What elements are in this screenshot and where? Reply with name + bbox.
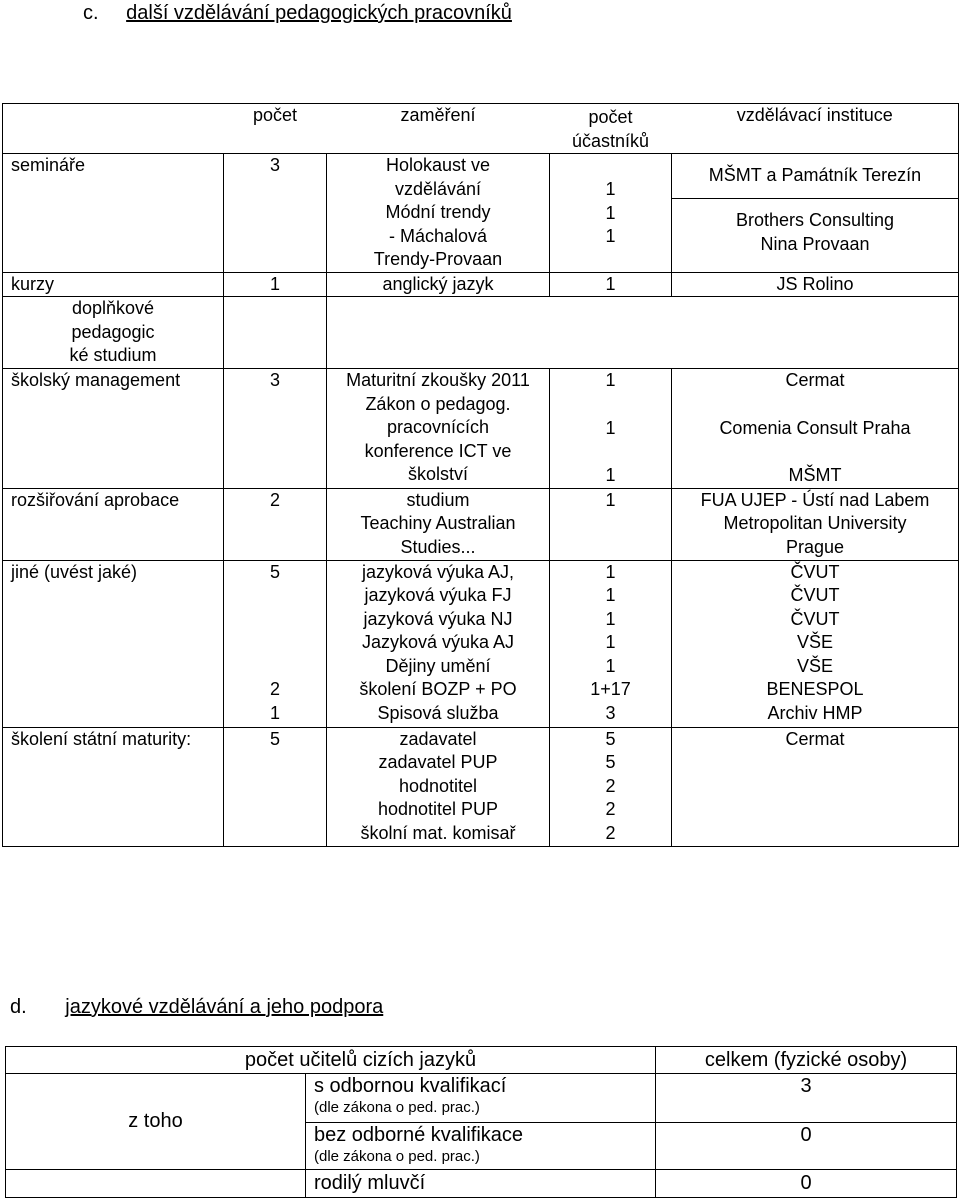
extension-count-cell xyxy=(224,488,327,560)
seminars-institution-3: Nina Provaan xyxy=(760,233,870,254)
other-focus-line: Jazyková výuka AJ xyxy=(361,632,515,652)
maturity-participants-value: 5 xyxy=(605,752,616,772)
maturity-focus-line: zadavatel xyxy=(399,728,477,749)
section-c-title: další vzdělávání pedagogických pracovníků xyxy=(126,2,512,24)
maturity-count: 5 xyxy=(269,728,280,749)
other-focus-line: jazyková výuka NJ xyxy=(363,608,513,629)
maturity-focus-line: školní mat. komisař xyxy=(360,822,516,843)
maturity-participants-value: 5 xyxy=(605,728,616,749)
other-count-value xyxy=(224,631,326,655)
other-participants-value: 1+17 xyxy=(590,679,631,699)
supplementary-label-cell xyxy=(3,297,224,369)
other-institution-cell xyxy=(672,560,959,727)
native-value: 0 xyxy=(800,1172,812,1194)
header-participants-line2: účastníků xyxy=(571,130,650,151)
management-focus-cell xyxy=(327,369,550,489)
section-c-heading xyxy=(83,2,512,25)
other-institution-value: ČVUT xyxy=(790,608,840,629)
extension-label-cell xyxy=(3,488,224,560)
native-value-cell xyxy=(656,1170,957,1198)
management-focus-line: konference ICT ve xyxy=(364,440,512,461)
courses-count: 1 xyxy=(269,273,280,294)
qualified-cell xyxy=(306,1074,656,1123)
seminars-focus-line: Módní trendy xyxy=(385,202,491,222)
qualified-note: (dle zákona o ped. prac.) xyxy=(314,1099,480,1116)
management-focus-line: Zákon o pedagog. xyxy=(365,393,511,414)
seminars-focus-line: Holokaust ve xyxy=(385,155,491,175)
management-institution-value: MŠMT xyxy=(788,465,842,485)
seminars-count: 3 xyxy=(269,155,280,175)
maturity-participants-value: 2 xyxy=(605,822,616,843)
seminars-count-cell xyxy=(224,154,327,273)
header-institution: vzdělávací instituce xyxy=(736,105,893,125)
other-participants-value: 1 xyxy=(605,608,616,629)
courses-focus-cell xyxy=(327,272,550,297)
header-participants-line1: počet xyxy=(588,107,633,127)
maturity-label-cell xyxy=(3,727,224,846)
maturity-count-cell xyxy=(224,727,327,846)
seminars-institution-1: MŠMT a Památník Terezín xyxy=(672,154,958,199)
seminars-institution-2: Brothers Consulting xyxy=(735,210,895,230)
extension-participants: 1 xyxy=(605,489,616,510)
teachers-header: počet učitelů cizích jazyků xyxy=(244,1049,477,1071)
management-label-cell xyxy=(3,369,224,489)
native-empty-cell xyxy=(6,1170,306,1198)
other-participants-value: 1 xyxy=(605,561,616,582)
other-focus-line: školení BOZP + PO xyxy=(359,679,517,699)
maturity-participants-value: 2 xyxy=(605,799,616,819)
other-count-value: 1 xyxy=(269,702,280,723)
section-d-title: jazykové vzdělávání a jeho podpora xyxy=(65,996,384,1018)
other-count-cell xyxy=(224,560,327,727)
management-participants-cell xyxy=(550,369,672,489)
maturity-focus-line: zadavatel PUP xyxy=(378,752,498,772)
seminars-participants-cell xyxy=(550,154,672,273)
teachers-header-cell xyxy=(6,1047,656,1074)
other-participants-value: 1 xyxy=(605,655,616,676)
other-institution-value: ČVUT xyxy=(790,561,840,582)
extension-institution-line: Prague xyxy=(785,536,845,557)
qualified-value: 3 xyxy=(800,1075,812,1097)
courses-participants: 1 xyxy=(605,273,616,294)
header-count-cell xyxy=(224,104,327,154)
other-focus-line: jazyková výuka FJ xyxy=(364,585,512,605)
qualified-label: s odbornou kvalifikací xyxy=(314,1075,507,1097)
other-focus-line: Spisová služba xyxy=(377,702,499,723)
maturity-focus-line: hodnotitel PUP xyxy=(377,799,499,819)
qualified-value-cell xyxy=(656,1074,957,1123)
total-header: celkem (fyzické osoby) xyxy=(704,1049,908,1071)
unqualified-value: 0 xyxy=(800,1124,812,1146)
other-participants-value: 1 xyxy=(605,585,616,605)
seminars-participants-value: 1 xyxy=(605,226,616,246)
courses-institution-cell xyxy=(672,272,959,297)
extension-focus-line: Studies... xyxy=(400,536,476,557)
other-institution-value: ČVUT xyxy=(790,585,840,605)
extension-institution-line: FUA UJEP - Ústí nad Labem xyxy=(700,489,930,510)
of-which-cell xyxy=(6,1074,306,1170)
management-participants-value: 1 xyxy=(605,370,616,390)
extension-focus-cell xyxy=(327,488,550,560)
supplementary-label-line: doplňkové xyxy=(71,298,155,318)
extension-label: rozšiřování aprobace xyxy=(11,489,180,510)
supplementary-label-line: pedagogic xyxy=(71,321,155,342)
management-participants-value: 1 xyxy=(605,465,616,485)
unqualified-value-cell xyxy=(656,1123,957,1170)
header-institution-cell xyxy=(672,104,959,154)
language-table xyxy=(5,1046,957,1198)
total-header-cell xyxy=(656,1047,957,1074)
other-count-value: 5 xyxy=(269,561,280,582)
seminars-focus-line: - Máchalová xyxy=(388,225,488,246)
extension-focus-line: studium xyxy=(406,489,470,510)
courses-focus: anglický jazyk xyxy=(382,273,494,294)
native-label: rodilý mluvčí xyxy=(314,1172,426,1194)
header-count: počet xyxy=(252,105,298,125)
other-institution-value: VŠE xyxy=(796,655,834,676)
other-count-value xyxy=(224,608,326,632)
other-count-value xyxy=(224,655,326,679)
other-count-value: 2 xyxy=(269,679,280,699)
management-count: 3 xyxy=(269,370,280,390)
unqualified-note: (dle zákona o ped. prac.) xyxy=(314,1148,480,1165)
maturity-participants-cell xyxy=(550,727,672,846)
of-which-label: z toho xyxy=(128,1110,183,1132)
native-cell xyxy=(306,1170,656,1198)
header-empty xyxy=(3,104,224,154)
extension-institution-cell xyxy=(672,488,959,560)
other-institution-value: Archiv HMP xyxy=(767,702,863,723)
other-label-cell xyxy=(3,560,224,727)
header-focus-cell xyxy=(327,104,550,154)
management-focus-line: pracovnících xyxy=(386,417,490,437)
extension-participants-cell xyxy=(550,488,672,560)
courses-institution: JS Rolino xyxy=(776,273,854,294)
management-focus-line: školství xyxy=(407,464,468,484)
seminars-institution-cell xyxy=(672,154,959,273)
other-institution-value: BENESPOL xyxy=(766,679,864,699)
other-count-value xyxy=(224,584,326,608)
maturity-institution-cell xyxy=(672,727,959,846)
other-focus-cell xyxy=(327,560,550,727)
seminars-participants-value: 1 xyxy=(605,202,616,223)
seminars-focus-line: vzdělávání xyxy=(394,178,482,199)
courses-label-cell xyxy=(3,272,224,297)
unqualified-label: bez odborné kvalifikace xyxy=(314,1124,524,1146)
other-label: jiné (uvést jaké) xyxy=(11,561,138,582)
extension-focus-line: Teachiny Australian xyxy=(360,513,516,533)
management-label: školský management xyxy=(11,370,181,390)
header-participants-cell xyxy=(550,104,672,154)
other-participants-cell xyxy=(550,560,672,727)
management-count-cell xyxy=(224,369,327,489)
extension-institution-line: Metropolitan University xyxy=(723,513,907,533)
maturity-focus-cell xyxy=(327,727,550,846)
supplementary-label-line: ké studium xyxy=(69,345,157,365)
seminars-focus-cell xyxy=(327,154,550,273)
courses-participants-cell xyxy=(550,272,672,297)
section-d-letter: d. xyxy=(10,996,27,1018)
other-focus-line: Dějiny umění xyxy=(385,655,491,676)
other-participants-value: 3 xyxy=(605,702,616,723)
unqualified-cell xyxy=(306,1123,656,1170)
seminars-label: semináře xyxy=(11,155,86,175)
courses-count-cell xyxy=(224,272,327,297)
maturity-focus-line: hodnotitel xyxy=(398,775,478,796)
seminars-focus-line: Trendy-Provaan xyxy=(373,249,503,269)
management-institution-cell xyxy=(672,369,959,489)
header-focus: zaměření xyxy=(400,105,476,125)
maturity-label: školení státní maturity: xyxy=(11,728,192,749)
extension-count: 2 xyxy=(269,489,280,510)
management-focus-line: Maturitní zkoušky 2011 xyxy=(346,370,530,390)
maturity-institution: Cermat xyxy=(785,728,845,749)
supplementary-detail-cell xyxy=(327,297,959,369)
management-institution-value: Cermat xyxy=(785,370,845,390)
supplementary-count-cell xyxy=(224,297,327,369)
section-d-heading xyxy=(10,996,383,1019)
seminars-label-cell xyxy=(3,154,224,273)
courses-label: kurzy xyxy=(11,273,55,294)
management-institution-value: Comenia Consult Praha xyxy=(719,417,911,438)
training-table xyxy=(2,103,959,847)
other-institution-value: VŠE xyxy=(796,632,834,652)
maturity-participants-value: 2 xyxy=(605,775,616,796)
management-participants-value: 1 xyxy=(605,417,616,438)
other-focus-line: jazyková výuka AJ, xyxy=(361,561,515,582)
seminars-participants-value: 1 xyxy=(605,179,616,199)
other-participants-value: 1 xyxy=(605,632,616,652)
section-c-letter: c. xyxy=(83,2,99,24)
